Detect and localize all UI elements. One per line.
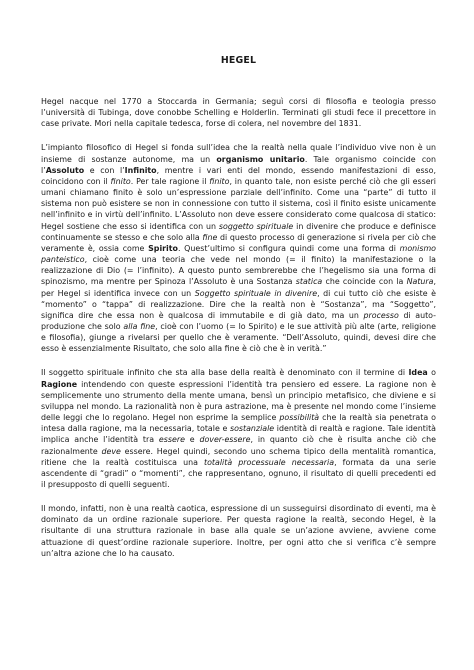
paragraph-rational-order xyxy=(41,503,436,559)
text-run: L’impianto filosofico di Hegel si fonda sull’idea che la realtà nella quale l’individuo vive non è un insieme di sostanze autonome, ma un xyxy=(41,143,436,164)
text-run: Hegel nacque nel 1770 a Stoccarda in Germania; seguì corsi di filosofia e teologia presso l’università di Tubinga, dove conobbe Schelling e Holderlin. Terminati gli studi fece il precettore in case private. Mori nella capitale tedesca, forse di colera, nel novembre del 1831. xyxy=(41,97,436,129)
text-run: o xyxy=(427,368,436,378)
text-run: e xyxy=(184,435,200,445)
italic-term: finito xyxy=(110,176,131,186)
text-run: di auto-produzione che solo xyxy=(41,310,436,331)
text-run: , in quanto tale, non esiste perché ciò che gli esseri umani chiamano finito è solo un’espressione parziale dell’infinito. Come una “parte” di tutto il sistema non può esistere se non in connessione con tutto il sistema, così il finito esiste unicamente nell’infinito e in virtù dell’infinito. L’Assoluto non deve essere considerato come qualcosa di statico: Hegel sostiene che esso si identifica con un xyxy=(41,176,436,231)
italic-term: dover-essere xyxy=(199,435,251,445)
text-run: e con l’ xyxy=(84,165,125,175)
italic-term: Soggetto spirituale in divenire xyxy=(194,288,318,298)
text-run: , cioè con l’uomo (= lo Spirito) e le sue attività più alte (arte, religione e filosofia), giunge a rivelarsi per quello che è veramente. “Dell’Assoluto, quindi, devesi dire che esso è essenzialmente Risultato, che solo alla fine è ciò che è in verità.” xyxy=(41,321,436,354)
italic-term: processo xyxy=(363,310,399,320)
text-run: essere. Hegel quindi, secondo uno schema tipico della mentalità romantica, ritiene che la realtà costituisca una xyxy=(41,446,436,467)
italic-term: essere xyxy=(158,435,185,445)
text-run: che coincide con la xyxy=(322,277,407,287)
text-run: , formata da una serie ascendente di “gradi” o “momenti”, che rappresentano, ognuno, il risultato di quelli precedenti ed il presupposto di quelli seguenti. xyxy=(41,457,437,489)
paragraph-biography xyxy=(41,96,436,129)
paragraph-idea-reason xyxy=(41,367,436,490)
italic-term: Natura xyxy=(406,277,434,287)
text-run: in divenire che produce e definisce continuamente se stesso e che solo alla xyxy=(41,221,437,242)
italic-term: monismo panteistico xyxy=(41,243,436,265)
text-run: , per Hegel si identifica invece con un xyxy=(41,277,437,298)
italic-term: deve xyxy=(101,446,121,456)
text-run: . Per tale ragione il xyxy=(130,176,210,186)
italic-term: totalità processuale necessaria xyxy=(204,457,335,467)
text-run: , di cui tutto ciò che esiste è “momento” o “tappa” di realizzazione. Dire che la realtà non è “Sostanza”, ma “Soggetto”, significa dire che essa non è qualcosa di immutabile e di già dato, ma un xyxy=(41,288,436,320)
paragraph-absolute xyxy=(41,142,436,354)
text-run: di questo processo di generazione si rivela per ciò che veramente è, ossia come xyxy=(41,232,437,253)
bold-term: Assoluto xyxy=(45,165,85,175)
italic-term: possibilità xyxy=(279,413,320,423)
text-run: intendendo con queste espressioni l’identità tra pensiero ed essere. La ragione non è semplicemente uno strumento della mente umana, bensì un principio metafisico, che diviene e si sviluppa nel mondo. La razionalità non è pura astrazione, ma è presente nel mondo come l’insieme delle leggi che lo regolano. Hegel non esprime la semplice xyxy=(41,379,436,423)
italic-term: soggetto spirituale xyxy=(218,221,294,231)
bold-term: Infinito xyxy=(124,165,157,175)
text-run: , mentre i vari enti del mondo, essendo manifestazioni di esso, coincidono con il xyxy=(41,165,436,186)
text-run: identità di realtà e ragione. Tale identità implica anche l’identità tra xyxy=(41,424,436,445)
bold-term: Ragione xyxy=(41,379,78,389)
text-run: , cioè come una teoria che vede nel mondo (= il finito) la manifestazione o la realizzazione di Dio (= l’infinito). A questo punto sembrerebbe che l’hegelismo sia una forma di spinozismo, ma mentre per Spinoza l’Assoluto è una Sostanza xyxy=(41,255,436,287)
document-title: HEGEL xyxy=(220,55,257,66)
text-run: . Tale organismo coincide con l’ xyxy=(41,154,437,175)
text-run: , in quanto ciò che è risulta anche ciò che razionalmente xyxy=(41,435,437,456)
text-run: Il mondo, infatti, non è una realtà caotica, espressione di un susseguirsi disordinato di eventi, ma è dominato da un ordine razionale superiore. Per questa ragione la realtà, secondo Hegel, è la risultante di una struttura razionale in base alla quale se un’azione avviene, avviene come attuazione di quest’ordine razionale superiore. Inoltre, per ogni atto che si verifica c’è sempre un’altra azione che lo ha causato. xyxy=(41,504,436,558)
italic-term: finito xyxy=(209,176,230,186)
bold-term: organismo unitario xyxy=(216,154,305,164)
bold-term: Idea xyxy=(408,368,428,378)
bold-term: Spirito xyxy=(148,243,178,253)
italic-term: sostanziale xyxy=(229,424,275,434)
text-run: . Quest’ultimo si configura quindi come una forma di xyxy=(177,243,400,253)
text-run: che la realtà sia penetrata o intesa dalla ragione, ma la necessaria, totale e xyxy=(41,413,436,434)
text-run: Il soggetto spirituale infinito che sta alla base della realtà è denominato con il termine di xyxy=(41,368,409,378)
italic-term: fine xyxy=(202,232,218,242)
italic-term: alla fine xyxy=(123,321,156,331)
italic-term: statica xyxy=(295,277,323,287)
